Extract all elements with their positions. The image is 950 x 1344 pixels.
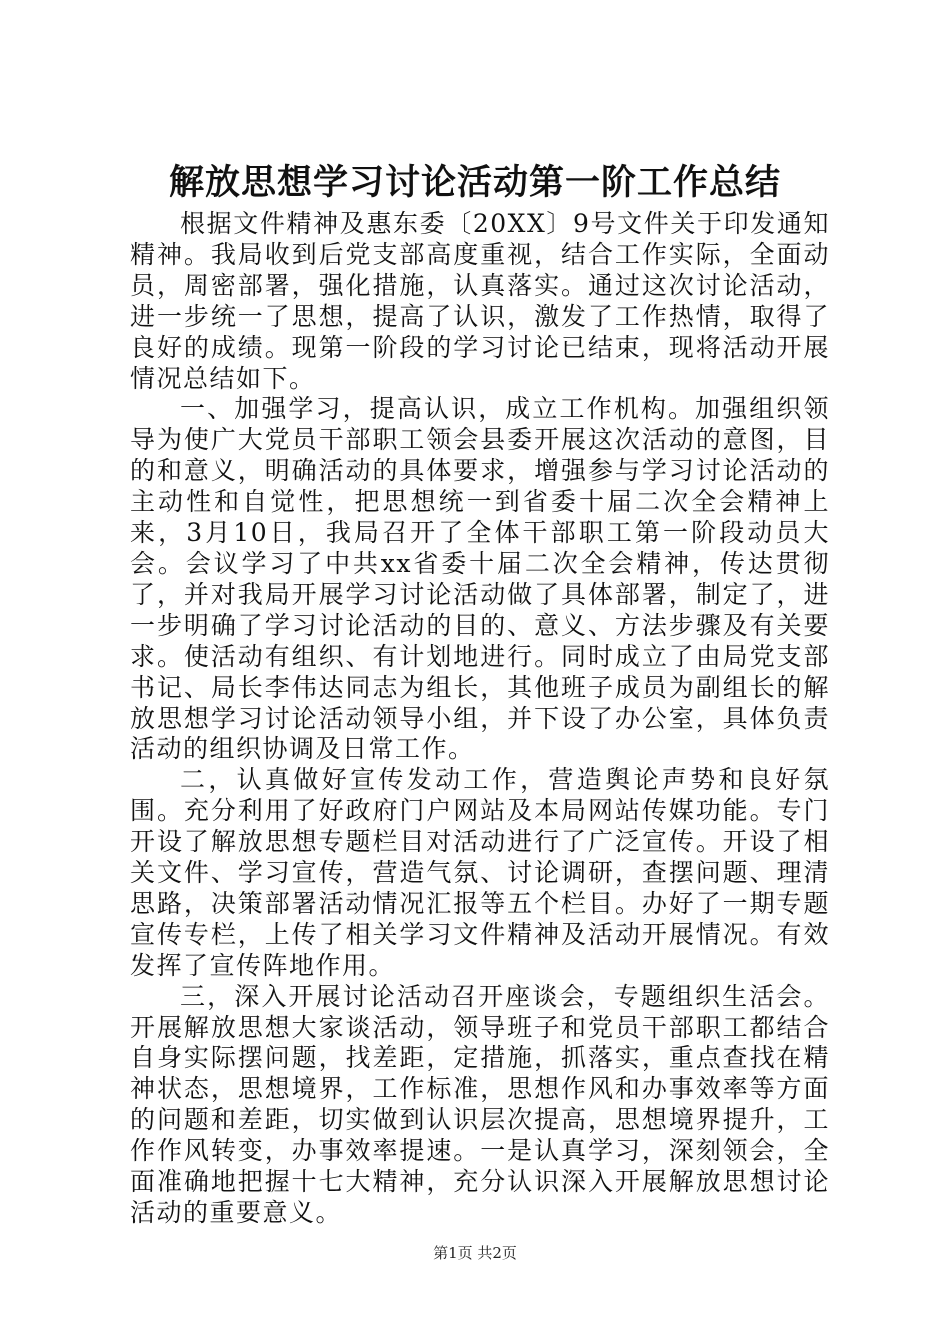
paragraph-section-2: 二，认真做好宣传发动工作，营造舆论声势和良好氛围。充分利用了好政府门户网站及本局网站传媒功能。专门开设了解放思想专题栏目对活动进行了广泛宣传。开设了相关文件、学习宣传，营造气氛、讨论调研，查摆问题、理清思路，决策部署活动情况汇报等五个栏目。办好了一期专题宣传专栏，上传了相关学习文件精神及活动开展情况。有效发挥了宣传阵地作用。 (130, 765, 830, 980)
paragraph-section-3: 三，深入开展讨论活动召开座谈会，专题组织生活会。开展解放思想大家谈活动，领导班子和党员干部职工都结合自身实际摆问题，找差距，定措施，抓落实，重点查找在精神状态，思想境界，工作标准，思想作风和办事效率等方面的问题和差距，切实做到认识层次提高，思想境界提升，工作作风转变，办事效率提速。一是认真学习，深刻领会，全面准确地把握十七大精神，充分认识深入开展解放思想讨论活动的重要意义。 (130, 981, 830, 1227)
document-body (130, 209, 830, 1229)
document-title: 解放思想学习讨论活动第一阶工作总结 (168, 162, 781, 203)
paragraph-intro: 根据文件精神及惠东委〔20XX〕9号文件关于印发通知精神。我局收到后党支部高度重视，结合工作实际，全面动员，周密部署，强化措施，认真落实。通过这次讨论活动，进一步统一了思想，提高了认识，激发了工作热情，取得了良好的成绩。现第一阶段的学习讨论已结束，现将活动开展情况总结如下。 (130, 209, 830, 393)
paragraph-section-1: 一、加强学习，提高认识，成立工作机构。加强组织领导为使广大党员干部职工领会县委开展这次活动的意图，目的和意义，明确活动的具体要求，增强参与学习讨论活动的主动性和自觉性，把思想统一到省委十届二次全会精神上来，3月10日，我局召开了全体干部职工第一阶段动员大会。会议学习了中共xx省委十届二次全会精神，传达贯彻了，并对我局开展学习讨论活动做了具体部署，制定了，进一步明确了学习讨论活动的目的、意义、方法步骤及有关要求。使活动有组织、有计划地进行。同时成立了由局党支部书记、局长李伟达同志为组长，其他班子成员为副组长的解放思想学习讨论活动领导小组，并下设了办公室，具体负责活动的组织协调及日常工作。 (130, 394, 830, 764)
page-number-footer: 第1页 共2页 (433, 1244, 517, 1262)
